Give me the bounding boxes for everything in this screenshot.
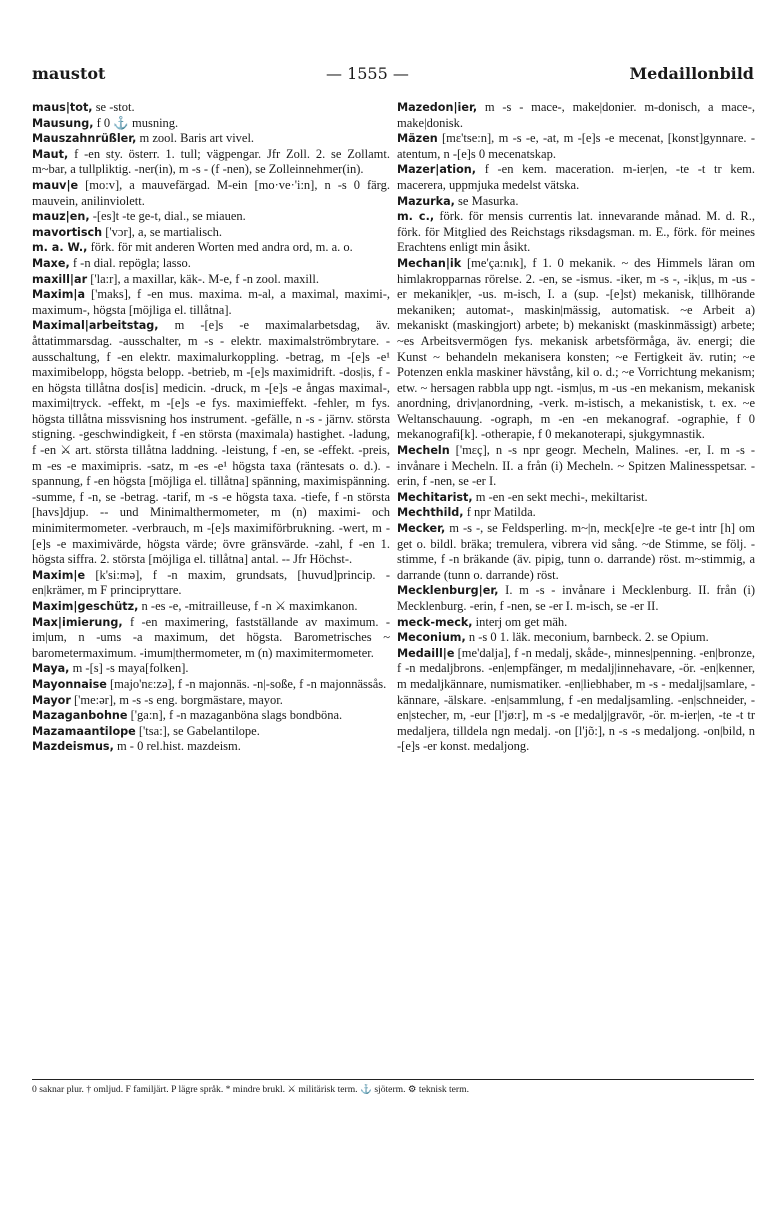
entry-definition: [me'dalja], f -n medalj, skåde-, minnes|penning. -en|bronze, f -n medaljbrons. -en|empfänger, m medalj|innehavare, -ör. -en|kenner, m medaljkännare, numismatiker. -en|liebhaber, m -s - medalj|samlare, -kännare, -älskare. -en|sammlung, f -en medaljsamling. -en|schneider, -en|stecher, m, -eur [l'jø:r], m -s -e medalj|gravör, -ör. m-ier|en, -te -t tr medaljera, tilldela ngn medalj. -on [l'jõ:], n -s -s medaljong. -on|bild, n -[e]s -er konst. medaljong. [397,645,755,754]
dictionary-entry [397,583,755,614]
header-first-word: maustot [32,64,106,83]
entry-headword: m. c., [397,210,435,224]
dictionary-entry [32,693,390,709]
entry-definition: -[es]t -te ge-t, dial., se miauen. [89,209,246,224]
entry-headword: Mechthild, [397,506,464,520]
entry-definition: ['ga:n], f -n mazaganböna slags bondböna. [127,708,343,723]
dictionary-entry [32,131,390,147]
entry-definition: m -[s] -s maya[folken]. [69,661,189,676]
entry-definition: f 0 ⚓ musning. [93,115,179,130]
entry-headword: mauz|en, [32,210,90,224]
entry-definition: [mɛ'tse:n], m -s -e, -at, m -[e]s -e mecenat, [konst]gynnare. -atentum, n -[e]s 0 mecenatskap. [397,131,755,161]
entry-definition: f -en maximering, fastställande av maximum. -im|um, n -ums -a maximum, det högsta. Barometrisches ~ barometermaximum. -imum|thermometer, m (n) maximitermometer. [32,614,390,660]
dictionary-entry [397,131,755,162]
entry-definition: [k'si:mə], f -n maxim, grundsats, [huvud]princip. -en|krämer, m F principryttare. [32,567,390,598]
entry-headword: Mazdeismus, [32,740,114,754]
entry-definition: ['me:ər], m -s -s eng. borgmästare, mayor. [70,692,283,707]
dictionary-entry [397,162,755,193]
dictionary-entry [32,318,390,568]
entry-definition: [me'ça:nık], f 1. 0 mekanik. ~ des Himmels läran om himlakropparnas rörelse. 2. -en, se -ismus. -iker, m -s -, -ik|us, m -us -er mekanik|er, -us. m-isch, I. a (sup. -[e]st) mekanisk, tillhörande mekaniken; automat-, maskin|mässig, automatisk. ~e Arbeit a) mekaniskt (maskingjort) arbete; b) mekaniskt (maskinmässigt) arbete; ~es Arbeitsvermögen fys. mekanisk arbetsförmåga, äv. energi; die Kunst ~ behandeln mekanisera konsten; ~e Fertigkeit äv. rutin; ~e Potenzen enkla maskiner hävstång, kil o. d.; ~e Vorrichtung mekanism; etw. ~ hersagen rabbla upp ngt. -ism|us, m -us -en mekanism, mekanisk anordning, driv|anordning, -verk. m-istisch, a mekanistisk, t. ex. ~e Weltanschauung. -ograph, m -en -en mekanograf. -ographie, f 0 mekanografi[k]. -otherapie, f 0 mekanoterapi, sjukgymnastik. [397,255,755,442]
entry-definition: m -en -en sekt mechi-, mekiltarist. [472,489,648,504]
entry-headword: Mayor [32,693,71,707]
footnote-divider [32,1079,754,1080]
entry-headword: Mecheln [397,444,450,458]
entry-headword: Mausung, [32,116,94,130]
entry-definition: ['mɛç], n -s npr geogr. Mecheln, Malines. -er, I. m -s - invånare i Mecheln. II. a från (i) Mecheln. ~ Spitzen Malinesspetsar. -erin, f -nen, se -er I. [397,443,755,489]
dictionary-entry [32,100,390,116]
dictionary-entry [32,209,390,225]
entry-headword: Mecker, [397,522,446,536]
entry-headword: maus|tot, [32,101,93,114]
entry-headword: Maya, [32,662,70,676]
entry-definition: se Masurka. [454,193,519,208]
entry-definition: f -n dial. repögla; lasso. [69,255,191,270]
entry-definition: n -s 0 1. läk. meconium, barnbeck. 2. se Opium. [465,630,709,645]
right-column [397,100,755,820]
entry-headword: m. a. W., [32,241,88,255]
entry-headword: mauv|e [32,178,79,192]
entry-definition: m -s -, se Feldsperling. m~|n, meck[e]re -te ge-t intr [h] om get o. bildl. bräka; tremulera, vibrera vid sång. ~de Stimme, se följ. -stimme, f -n bräkande (äv. pipig, tunn o. darrande) röst. m~stimmig, a darrande (tunn o. darrande) röst. [397,521,755,582]
page-header [32,64,754,90]
entry-definition: m -s - mace-, make|donier. m-donisch, a mace-, make|donisk. [397,100,755,130]
dictionary-entry [32,116,390,132]
entry-definition: m -[e]s -e maximalarbetsdag, äv. åttatimmarsdag. -ausschalter, m -s - elektr. maximalströmbrytare. -ausschaltung, f -en elektr. maximalurkoppling. -betrag, m -[e]s -e¹ maximibelopp, högsta belopp. -betrieb, m -[e]s maximidrift. -dos|is, f -en högsta tillåtna dos[is] medicin. -druck, m -[e]s -e ångas maximal-, maximi|tryck. -effekt, m -[e]s -e fys. maximieffekt. -fehler, m fys. högsta tillåtna missvisning hos instrument. -gefälle, n -s - järnv. största stigning. -geschwindigkeit, f -en största (maximala) hastighet. -ladung, f -en ⚔ art. största tillåtna laddning. -leistung, f -en, se -effekt. -preis, m -es -e maximipris. -satz, m -es -e¹ högsta taxa (räntesats o. d.). -spannung, f -en högsta [möjliga el. tillåtna] spänning, maximispänning. -summe, f -n, se -betrag. -tarif, m -s -e högsta taxa. -tiefe, f -n största [havs]djup. -- und Minimalthermometer, m (n) maximi- och minimitermometer. -verbrauch, m -[e]s maximiförbrukning. -wert, m -[e]s -e maximivärde, högsta värde; övre gränsvärde. -zahl, f -en 1. högsta siffra. 2. största [möjliga el. tillåtna] antal. -- Jfr Höchst-. [32,318,390,567]
entry-definition: förk. för mit anderen Worten med andra ord, m. a. o. [87,240,353,255]
dictionary-entry [32,739,390,755]
entry-headword: Mazurka, [397,194,455,208]
entry-definition: [majo'nɛ:zə], f -n majonnäs. -n|-soße, f -n majonnässås. [106,676,387,691]
entry-definition: interj om get mäh. [472,614,568,629]
entry-headword: Maut, [32,147,69,161]
entry-headword: Mazamaantilope [32,724,136,738]
entry-headword: Max|imierung, [32,615,123,629]
entry-headword: Maxim|geschütz, [32,600,139,613]
dictionary-entry [397,490,755,506]
left-column [32,100,390,820]
entry-definition: n -es -e, -mitrailleuse, f -n ⚔ maximkanon. [138,599,358,613]
dictionary-entry [397,615,755,631]
entry-headword: Medaill|e [397,646,455,660]
entry-headword: Mazedon|ier, [397,101,478,114]
dictionary-entry [397,100,755,131]
dictionary-entry [397,194,755,210]
page-number: — 1555 — [325,64,409,83]
entry-definition: f -en kem. maceration. m-ier|en, -te -t tr kem. macerera, uppmjuka medelst vätska. [397,162,755,192]
dictionary-entry [397,256,755,443]
entry-definition: ['vɔr], a, se martialisch. [102,224,223,239]
dictionary-entry [32,272,390,288]
entry-headword: Mazer|ation, [397,163,477,177]
entry-headword: mavortisch [32,225,103,239]
dictionary-entry [397,521,755,583]
dictionary-entry [32,724,390,740]
dictionary-entry [32,225,390,241]
entry-definition: [mo:v], a mauvefärgad. M-ein [mo·ve·'i:n], n -s 0 färg. mauvein, anilinviolett. [32,177,390,208]
entry-definition: ['maks], f -en mus. maxima. m-al, a maximal, maximi-, maximum-, högsta [möjliga el. tillåtna]. [32,287,390,317]
dictionary-entry [397,505,755,521]
dictionary-entry [397,443,755,490]
dictionary-entry [32,287,390,318]
entry-headword: Maxe, [32,256,70,270]
entry-headword: Mazaganbohne [32,709,128,723]
entry-headword: Meconium, [397,631,466,645]
dictionary-entry [397,630,755,646]
entry-headword: Mäzen [397,132,438,146]
dictionary-entry [32,240,390,256]
entry-definition: förk. för mensis currentis lat. innevarande månad. M. d. R., förk. för Mitglied des Reichstags riksdagsman. m. E., förk. för meines Erachtens enligt min åsikt. [397,209,755,255]
entry-definition: m zool. Baris art vivel. [136,131,255,146]
dictionary-entry [32,661,390,677]
dictionary-entry [32,677,390,693]
entry-definition: ['tsa:], se Gabelantilope. [135,723,260,738]
dictionary-entry [32,178,390,209]
entry-headword: meck-meck, [397,615,473,629]
entry-headword: maxill|ar [32,272,88,286]
dictionary-entry [32,615,390,662]
entry-definition: ['la:r], a maxillar, käk-. M-e, f -n zool. maxill. [87,271,319,286]
dictionary-entry [32,599,390,615]
entry-headword: Mechan|ik [397,256,462,270]
header-last-word: Medaillonbild [629,64,754,83]
dictionary-entry [32,147,390,178]
entry-headword: Mecklenburg|er, [397,584,499,598]
entry-definition: f npr Matilda. [463,505,536,520]
dictionary-entry [32,568,390,599]
entry-headword: Maxim|a [32,288,86,302]
abbreviation-legend: 0 saknar plur. † omljud. F familjärt. P lägre språk. * mindre brukl. ⚔ militärisk term. ⚓ sjöterm. ⚙ teknisk term. [32,1084,469,1095]
entry-definition: f -en sty. österr. 1. tull; vägpengar. Jfr Zoll. 2. se Zollamt. m~bar, a tullpliktig. -ner(in), m -s - (f -nen), se Zolleinnehmer(in). [32,146,390,177]
entry-headword: Mechitarist, [397,490,473,504]
entry-headword: Mauszahnrüßler, [32,132,137,146]
dictionary-entry [397,646,755,755]
entry-headword: Maxim|e [32,568,86,582]
dictionary-entry [397,209,755,256]
entry-headword: Maximal|arbeitstag, [32,319,159,333]
entry-definition: se -stot. [92,100,135,114]
entry-definition: I. m -s - invånare i Mecklenburg. II. från (i) Mecklenburg. -erin, f -nen, se -er I. m-isch, se -er II. [397,583,755,613]
dictionary-entry [32,256,390,272]
dictionary-entry [32,708,390,724]
entry-definition: m - 0 rel.hist. mazdeism. [113,739,241,754]
entry-headword: Mayonnaise [32,677,107,691]
